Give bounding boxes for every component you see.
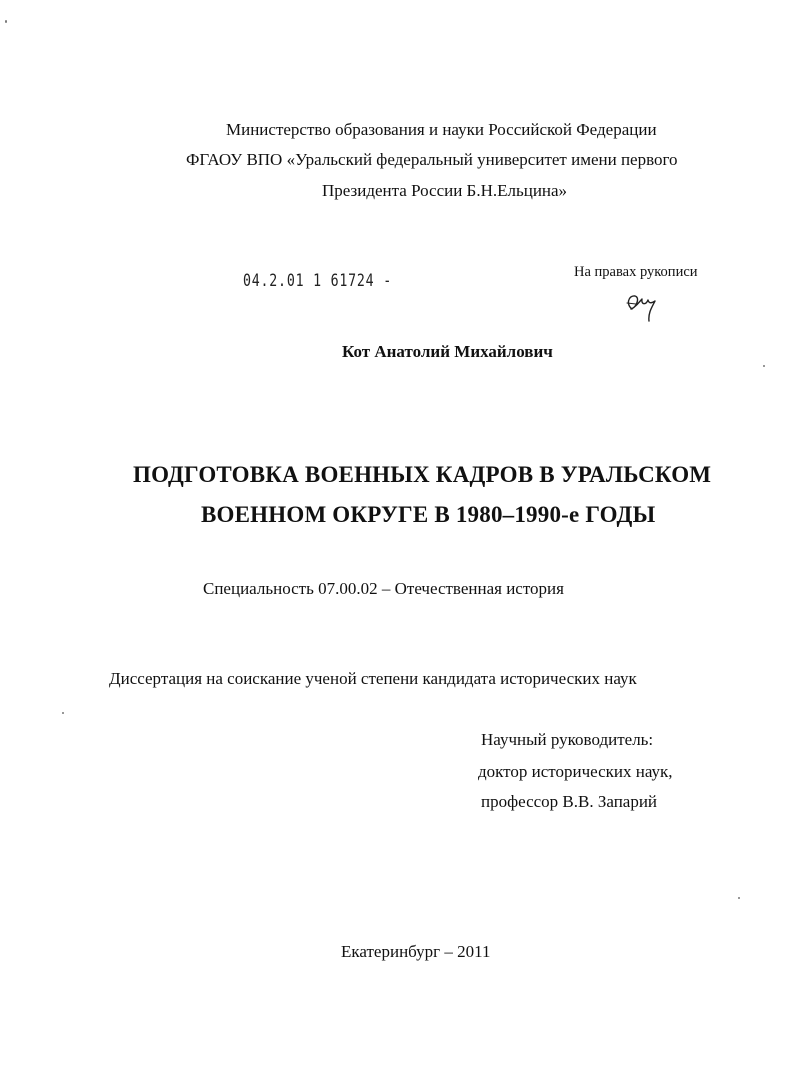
specialty-line: Специальность 07.00.02 – Отечественная история <box>203 579 564 598</box>
advisor-degree: доктор исторических наук, <box>478 762 673 781</box>
advisor-name: профессор В.В. Запарий <box>481 792 658 811</box>
scan-speck <box>5 20 7 23</box>
manuscript-rights-note: На правах рукописи <box>574 264 698 280</box>
ministry-heading: Министерство образования и науки Российской Федерации <box>226 120 657 139</box>
scan-speck <box>763 365 765 367</box>
dissertation-degree-line: Диссертация на соискание ученой степени кандидата исторических наук <box>109 669 637 688</box>
advisor-label: Научный руководитель: <box>481 730 654 749</box>
scan-speck <box>62 712 64 714</box>
signature-icon <box>622 287 662 323</box>
university-name-line1: ФГАОУ ВПО «Уральский федеральный университет имени первого <box>186 150 678 169</box>
university-name-line2: Президента России Б.Н.Ельцина» <box>322 181 568 200</box>
city-year: Екатеринбург – 2011 <box>341 942 491 961</box>
author-name: Кот Анатолий Михайлович <box>342 342 553 361</box>
registration-number-stamp: 04.2.01 1 61724 - <box>243 271 392 291</box>
dissertation-title-line1: ПОДГОТОВКА ВОЕННЫХ КАДРОВ В УРАЛЬСКОМ <box>133 462 712 487</box>
scan-speck <box>738 897 740 899</box>
dissertation-title-line2: ВОЕННОМ ОКРУГЕ В 1980–1990-е ГОДЫ <box>201 502 656 527</box>
